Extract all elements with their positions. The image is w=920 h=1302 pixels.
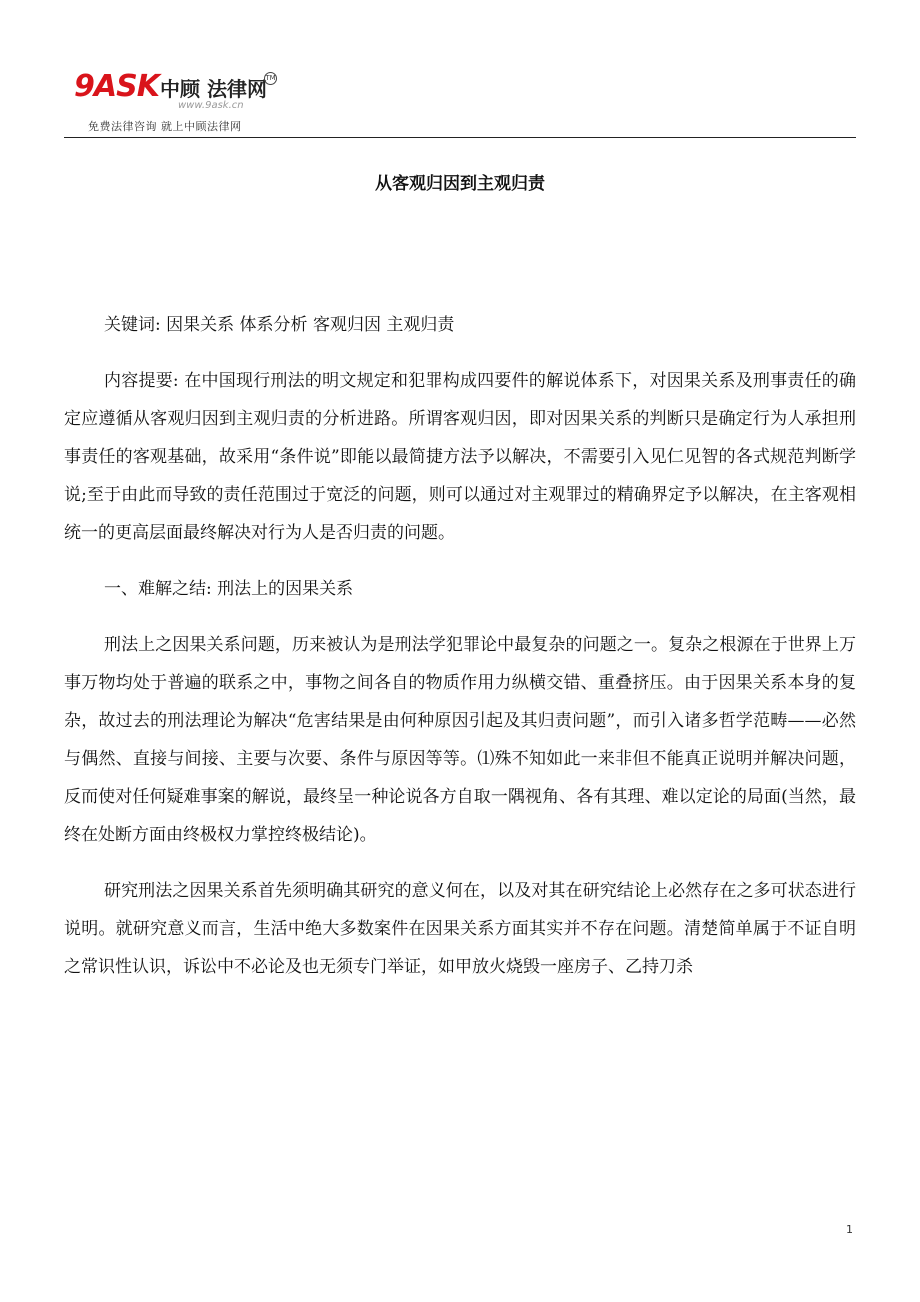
abstract-paragraph: 内容提要: 在中国现行刑法的明文规定和犯罪构成四要件的解说体系下，对因果关系及刑事责任的确定应遵循从客观归因到主观归责的分析进路。所谓客观归因，即对因果关系的判断只是确定行为人承担刑事责任的客观基础，故采用“条件说”即能以最简捷方法予以解决，不需要引入见仁见智的各式规范判断学说;至于由此而导致的责任范围过于宽泛的问题，则可以通过对主观罪过的精确界定予以解决，在主客观相统一的更高层面最终解决对行为人是否归责的问题。 bbox=[64, 371, 856, 543]
logo-slogan: 免费法律咨询 就上中顾法律网 bbox=[88, 120, 242, 133]
logo-mark-number: 9 bbox=[74, 69, 94, 104]
body-paragraph: 刑法上之因果关系问题，历来被认为是刑法学犯罪论中最复杂的问题之一。复杂之根源在于世界上万事万物均处于普遍的联系之中，事物之间各自的物质作用力纵横交错、重叠挤压。由于因果关系本身的复杂，故过去的刑法理论为解决“危害结果是由何种原因引起及其归责问题”，而引入诸多哲学范畴——必然与偶然、直接与间接、主要与次要、条件与原因等等。⑴殊不知如此一来非但不能真正说明并解决问题，反而使对任何疑难事案的解说，最终呈一种论说各方自取一隅视角、各有其理、难以定论的局面(当然，最终在处断方面由终极权力掌控终极结论)。 bbox=[64, 635, 856, 845]
header-divider bbox=[64, 137, 856, 138]
page-number: 1 bbox=[846, 1223, 853, 1236]
logo-name: 中顾 法律网 bbox=[160, 77, 267, 101]
keywords-paragraph: 关键词: 因果关系 体系分析 客观归因 主观归责 bbox=[104, 315, 455, 335]
document-title: 从客观归因到主观归责 bbox=[375, 174, 545, 194]
trademark-icon: TM bbox=[264, 72, 277, 85]
page-header bbox=[64, 66, 856, 138]
logo-mark-text: ASK bbox=[93, 69, 159, 104]
logo-url: www.9ask.cn bbox=[178, 100, 244, 111]
body-paragraph: 研究刑法之因果关系首先须明确其研究的意义何在，以及对其在研究结论上必然存在之多可状态进行说明。就研究意义而言，生活中绝大多数案件在因果关系方面其实并不存在问题。清楚简单属于不证自明之常识性认识，诉讼中不必论及也无须专门举证，如甲放火烧毁一座房子、乙持刀杀 bbox=[64, 881, 856, 977]
document-body bbox=[64, 306, 856, 986]
site-logo bbox=[74, 69, 294, 133]
section-heading: 一、难解之结: 刑法上的因果关系 bbox=[104, 579, 354, 599]
logo-mark bbox=[74, 70, 159, 104]
